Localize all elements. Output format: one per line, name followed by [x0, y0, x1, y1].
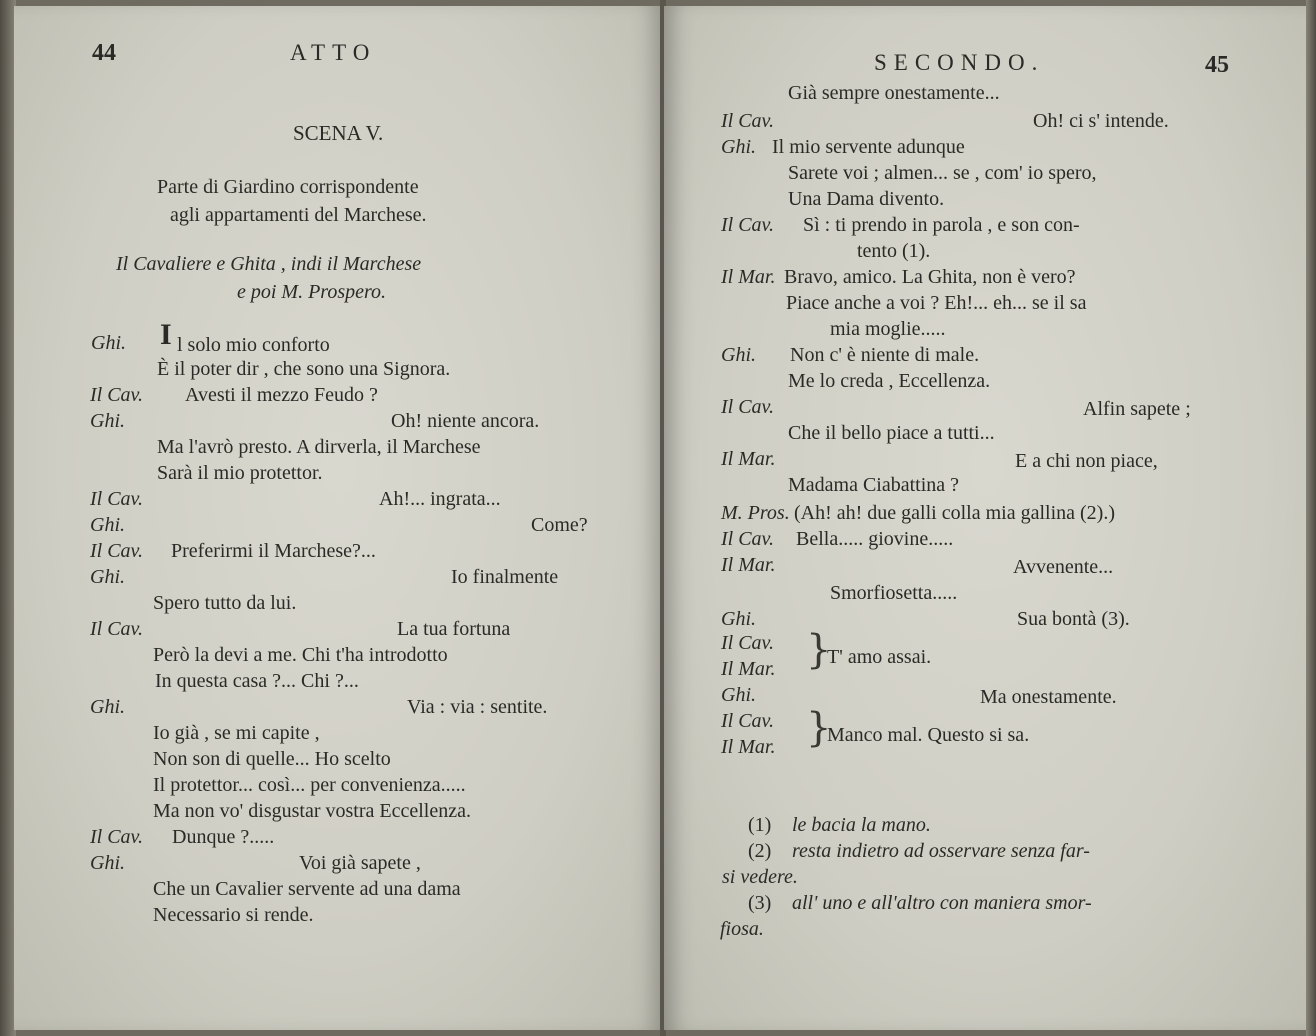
speaker: Ghi.: [90, 410, 125, 432]
verse-line: Il protettor... così... per convenienza.....: [153, 774, 466, 796]
speaker: Il Mar.: [721, 736, 776, 758]
speaker: Il Cav.: [90, 384, 143, 406]
speaker: Il Cav.: [90, 618, 143, 640]
verse-line: T' amo assai.: [827, 646, 932, 668]
verse-line: Preferirmi il Marchese?...: [171, 540, 376, 562]
verse-line: Via : via : sentite.: [407, 696, 548, 718]
verse-line: Però la devi a me. Chi t'ha introdotto: [153, 644, 448, 666]
speaker: Il Cav.: [721, 528, 774, 550]
setting-line: agli appartamenti del Marchese.: [170, 204, 427, 226]
speaker: Il Cav.: [721, 396, 774, 418]
speaker: Il Mar.: [721, 266, 776, 288]
speaker: M. Pros.: [721, 502, 790, 524]
setting-line: Parte di Giardino corrispondente: [157, 176, 419, 198]
speaker-brace: }: [806, 627, 832, 673]
verse-line: Ma onestamente.: [980, 686, 1117, 708]
verse-line: Necessario si rende.: [153, 904, 314, 926]
scene-title: SCENA V.: [293, 121, 384, 145]
verse-line: Come?: [531, 514, 588, 536]
verse-line: È il poter dir , che sono una Signora.: [157, 358, 451, 380]
verse-line: Bravo, amico. La Ghita, non è vero?: [784, 266, 1076, 288]
verse-line: Io già , se mi capite ,: [153, 722, 320, 744]
verse-line: Non son di quelle... Ho scelto: [153, 748, 391, 770]
verse-line: Che un Cavalier servente ad una dama: [153, 878, 461, 900]
footnote-text: si vedere.: [722, 866, 798, 888]
verse-line: In questa casa ?... Chi ?...: [155, 670, 359, 692]
verse-line: Voi già sapete ,: [299, 852, 421, 874]
speaker: Il Cav.: [721, 710, 774, 732]
verse-line: mia moglie.....: [830, 318, 946, 340]
verse-line: Io finalmente: [451, 566, 559, 588]
footnote-mark: (2): [748, 840, 772, 862]
characters-line: Il Cavaliere e Ghita , indi il Marchese: [116, 253, 422, 275]
speaker: Ghi.: [721, 136, 756, 158]
verse-line: tento (1).: [857, 240, 931, 262]
footnote-mark: (1): [748, 814, 772, 836]
speaker: Il Cav.: [90, 540, 143, 562]
verse-line: E a chi non piace,: [1015, 450, 1158, 472]
verse-line: Ah!... ingrata...: [379, 488, 501, 510]
verse-line: Sì : ti prendo in parola , e son con-: [803, 214, 1080, 236]
verse-line: Smorfiosetta.....: [830, 582, 958, 604]
verse-line: Sua bontà (3).: [1017, 608, 1130, 630]
speaker: Il Cav.: [721, 214, 774, 236]
speaker: Ghi.: [721, 684, 756, 706]
verse-line: Avesti il mezzo Feudo ?: [185, 384, 378, 406]
verse-line: Dunque ?.....: [172, 826, 275, 848]
verse-line: Spero tutto da lui.: [153, 592, 297, 614]
page-number: 44: [92, 40, 116, 66]
footnote-mark: (3): [748, 892, 772, 914]
speaker: Ghi.: [90, 852, 125, 874]
footnote-text: fiosa.: [720, 918, 764, 940]
verse-line: Ma l'avrò presto. A dirverla, il Marchese: [157, 436, 481, 458]
speaker: Il Cav.: [90, 488, 143, 510]
footnote-text: all' uno e all'altro con maniera smor-: [792, 892, 1092, 914]
verse-line: Manco mal. Questo si sa.: [827, 724, 1030, 746]
speaker: Il Mar.: [721, 658, 776, 680]
right-page: [664, 6, 1308, 1030]
footnote-text: le bacia la mano.: [792, 814, 931, 836]
right-page-edge: [1306, 0, 1316, 1036]
verse-line: Oh! niente ancora.: [391, 410, 540, 432]
characters-line: e poi M. Prospero.: [237, 281, 387, 303]
verse-line: Oh! ci s' intende.: [1033, 110, 1169, 132]
verse-line: La tua fortuna: [397, 618, 511, 640]
speaker: Ghi.: [721, 608, 756, 630]
verse-line: Ma non vo' disgustar vostra Eccellenza.: [153, 800, 471, 822]
speaker: Ghi.: [91, 332, 126, 354]
left-page: [14, 6, 662, 1030]
verse-line: Bella..... giovine.....: [796, 528, 954, 550]
verse-line: Che il bello piace a tutti...: [788, 422, 995, 444]
verse-line: Non c' è niente di male.: [790, 344, 980, 366]
verse-line: Già sempre onestamente...: [788, 82, 1000, 104]
running-head: SECONDO.: [874, 50, 1045, 75]
speaker: Ghi.: [90, 696, 125, 718]
speaker: Il Cav.: [721, 110, 774, 132]
speaker: Il Cav.: [90, 826, 143, 848]
verse-line: Me lo creda , Eccellenza.: [788, 370, 991, 392]
verse-line: Madama Ciabattina ?: [788, 474, 960, 496]
verse-line: Il mio servente adunque: [772, 136, 965, 158]
verse-line: Una Dama divento.: [788, 188, 945, 210]
speaker: Il Mar.: [721, 448, 776, 470]
verse-line: (Ah! ah! due galli colla mia gallina (2).): [794, 502, 1115, 524]
running-head: ATTO: [290, 40, 377, 65]
footnote-text: resta indietro ad osservare senza far-: [792, 840, 1090, 862]
speaker-brace: }: [806, 705, 832, 751]
verse-line: l solo mio conforto: [177, 334, 330, 356]
verse-line: Sarete voi ; almen... se , com' io spero,: [788, 162, 1097, 184]
page-number: 45: [1205, 52, 1229, 78]
speaker: Il Cav.: [721, 632, 774, 654]
verse-line: Sarà il mio protettor.: [157, 462, 323, 484]
speaker: Ghi.: [721, 344, 756, 366]
verse-line: Piace anche a voi ? Eh!... eh... se il sa: [786, 292, 1087, 314]
drop-cap: I: [160, 318, 172, 351]
verse-line: Avvenente...: [1013, 556, 1114, 578]
speaker: Il Mar.: [721, 554, 776, 576]
speaker: Ghi.: [90, 514, 125, 536]
verse-line: Alfin sapete ;: [1083, 398, 1191, 420]
speaker: Ghi.: [90, 566, 125, 588]
